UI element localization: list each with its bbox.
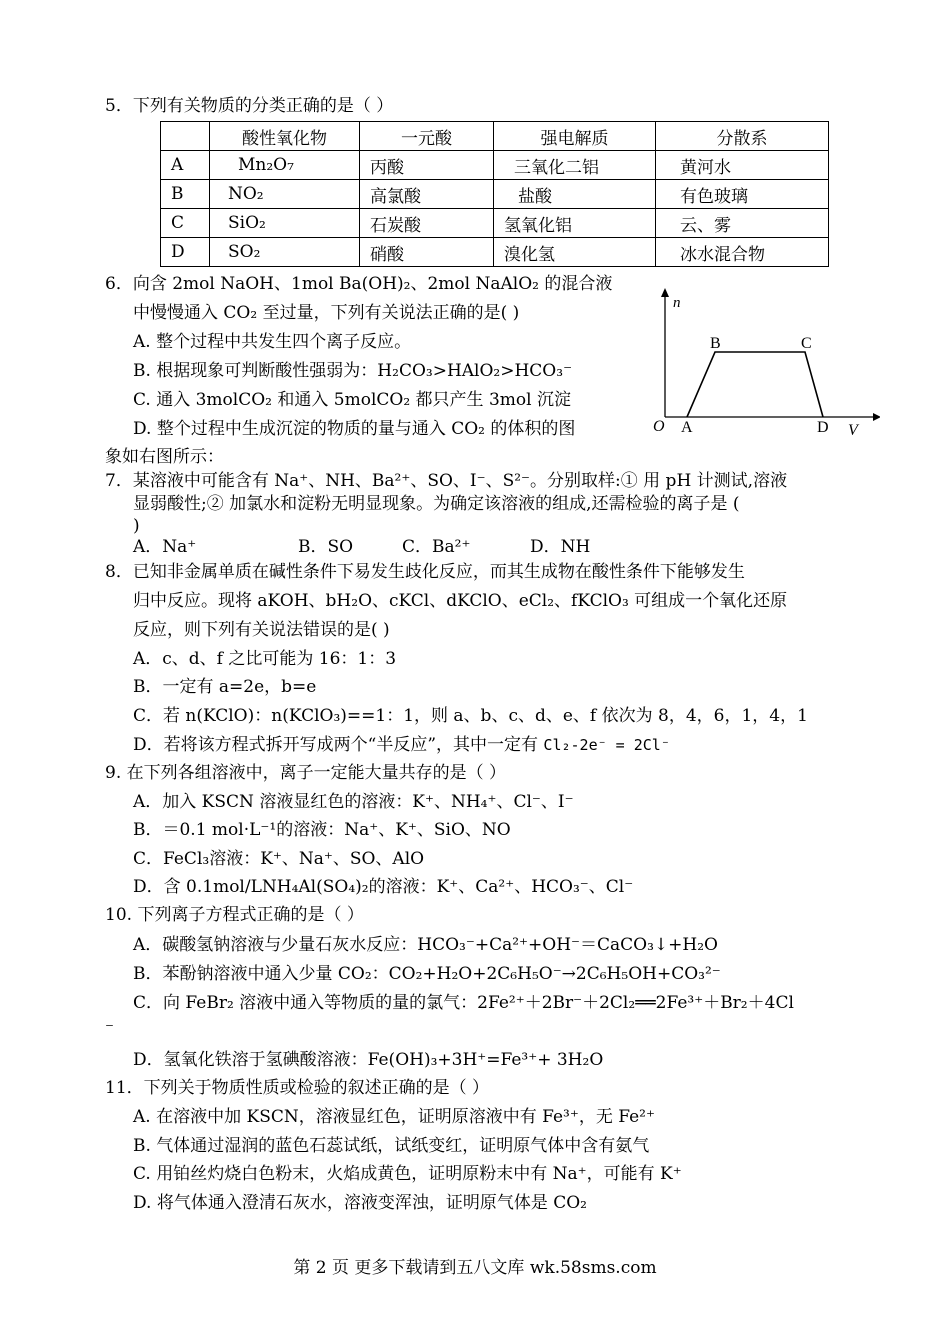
point-label-a: A	[681, 419, 693, 436]
y-axis-arrow-icon	[661, 288, 669, 297]
x-axis-label: V	[848, 422, 858, 439]
table-row	[161, 180, 829, 209]
q11-option-d: D. 将气体通入澄清石灰水，溶液变浑浊，证明原气体是 CO₂	[133, 1193, 587, 1213]
origin-label: O	[653, 418, 665, 435]
q7-stem-line2: 显弱酸性;② 加氯水和淀粉无明显现象。为确定该溶液的组成,还需检验的离子是 (	[133, 494, 740, 514]
table-row	[161, 209, 829, 238]
q8-stem-line3: 反应，则下列有关说法错误的是( )	[133, 620, 390, 640]
table-header-cell: 酸性氧化物	[210, 122, 360, 151]
half-reaction-formula: Cl₂-2e⁻ = 2Cl⁻	[543, 736, 670, 754]
cell-acid: 石炭酸	[360, 209, 494, 238]
cell-electrolyte: 氢氧化铝	[494, 209, 656, 238]
cell-electrolyte: 盐酸	[494, 180, 656, 209]
q8-stem-line1: 8．已知非金属单质在碱性条件下易发生歧化反应，而其生成物在酸性条件下能够发生	[105, 562, 745, 582]
q6-option-d-cont: 象如右图所示：	[105, 447, 224, 467]
q6-option-c: C. 通入 3molCO₂ 和通入 5molCO₂ 都只产生 3mol 沉淀	[133, 390, 571, 410]
q6-option-d: D. 整个过程中生成沉淀的物质的量与通入 CO₂ 的体积的图	[133, 419, 576, 439]
table-header-cell: 一元酸	[360, 122, 494, 151]
q7-option-c: C．Ba²⁺	[402, 537, 471, 557]
q9-option-c: C．FeCl₃溶液：K⁺、Na⁺、SO、AlO	[133, 849, 425, 869]
row-label: D	[161, 238, 210, 267]
q5-stem: 5．下列有关物质的分类正确的是（ ）	[105, 96, 394, 116]
q10-option-c-cont: ⁻	[105, 1019, 114, 1039]
q9-option-b: B．＝0.1 mol·L⁻¹的溶液：Na⁺、K⁺、SiO、NO	[133, 820, 511, 840]
q8-option-b: B．一定有 a=2e，b=e	[133, 677, 317, 697]
q11-option-b: B. 气体通过湿润的蓝色石蕊试纸，试纸变红，证明原气体中含有氨气	[133, 1136, 650, 1156]
q7-stem-line3: )	[133, 516, 140, 536]
cell-acid: 丙酸	[360, 151, 494, 180]
q10-option-a: A．碳酸氢钠溶液与少量石灰水反应：HCO₃⁻+Ca²⁺+OH⁻＝CaCO₃↓+H₂O	[133, 935, 718, 955]
q8-option-d-text: D．若将该方程式拆开写成两个“半反应”，其中一定有	[133, 735, 544, 755]
row-label: A	[161, 151, 210, 180]
table-row	[161, 151, 829, 180]
q11-stem: 11．下列关于物质性质或检验的叙述正确的是（ ）	[105, 1078, 490, 1098]
cell-acid: 高氯酸	[360, 180, 494, 209]
cell-acid: 硝酸	[360, 238, 494, 267]
q6-stem-line1: 6．向含 2mol NaOH、1mol Ba(OH)₂、2mol NaAlO₂ 的混合液	[105, 274, 613, 294]
cell-dispersion: 冰水混合物	[656, 238, 829, 267]
q7-option-a: A．Na⁺	[133, 537, 197, 557]
q6-stem-line2: 中慢慢通入 CO₂ 至过量，下列有关说法正确的是( )	[133, 303, 520, 323]
point-label-b: B	[710, 335, 721, 352]
q10-option-d: D．氢氧化铁溶于氢碘酸溶液：Fe(OH)₃+3H⁺=Fe³⁺+ 3H₂O	[133, 1050, 604, 1070]
x-axis-arrow-icon	[873, 413, 880, 421]
cell-oxide: NO₂	[210, 180, 360, 209]
q8-option-d	[133, 734, 670, 756]
cell-oxide: SO₂	[210, 238, 360, 267]
classification-table	[160, 121, 829, 267]
cell-dispersion: 有色玻璃	[656, 180, 829, 209]
table-header-cell	[161, 122, 210, 151]
y-axis-label: n	[673, 295, 681, 311]
cell-electrolyte: 三氧化二铝	[494, 151, 656, 180]
row-label: C	[161, 209, 210, 238]
q9-option-d: D．含 0.1mol/LNH₄Al(SO₄)₂的溶液：K⁺、Ca²⁺、HCO₃⁻、Cl⁻	[133, 877, 634, 897]
point-label-d: D	[817, 419, 829, 436]
q7-option-b: B．SO	[298, 537, 354, 557]
row-label: B	[161, 180, 210, 209]
q7-option-d: D．NH	[530, 537, 591, 557]
q10-option-c: C．向 FeBr₂ 溶液中通入等物质的量的氯气：2Fe²⁺＋2Br⁻＋2Cl₂══2Fe³⁺＋Br₂＋4Cl	[133, 993, 794, 1013]
q9-option-a: A．加入 KSCN 溶液显红色的溶液：K⁺、NH₄⁺、Cl⁻、I⁻	[133, 792, 574, 812]
cell-dispersion: 云、雾	[656, 209, 829, 238]
page-footer: 第 2 页 更多下载请到五八文库 wk.58sms.com	[293, 1258, 657, 1278]
q9-stem: 9. 在下列各组溶液中，离子一定能大量共存的是（ ）	[105, 763, 507, 783]
q8-stem-line2: 归中反应。现将 aKOH、bH₂O、cKCl、dKClO、eCl₂、fKClO₃ 可组成一个氧化还原	[133, 591, 788, 611]
cell-oxide: SiO₂	[210, 209, 360, 238]
q7-stem-line1: 7．某溶液中可能含有 Na⁺、NH、Ba²⁺、SO、I⁻、S²⁻。分别取样:① 用 pH 计测试,溶液	[105, 471, 788, 491]
q10-option-b: B．苯酚钠溶液中通入少量 CO₂：CO₂+H₂O+2C₆H₅O⁻→2C₆H₅OH+CO₃²⁻	[133, 964, 721, 984]
cell-oxide: Mn₂O₇	[210, 151, 360, 180]
graph-curve	[687, 352, 823, 417]
q8-option-a: A．c、d、f 之比可能为 16：1：3	[133, 649, 397, 669]
q6-option-b: B. 根据现象可判断酸性强弱为：H₂CO₃>HAlO₂>HCO₃⁻	[133, 361, 573, 381]
table-header-cell: 强电解质	[494, 122, 656, 151]
q10-stem: 10. 下列离子方程式正确的是（ ）	[105, 905, 364, 925]
q11-option-a: A. 在溶液中加 KSCN，溶液显红色，证明原溶液中有 Fe³⁺，无 Fe²⁺	[133, 1107, 655, 1127]
q11-option-c: C. 用铂丝灼烧白色粉末，火焰成黄色，证明原粉末中有 Na⁺，可能有 K⁺	[133, 1164, 682, 1184]
q6-option-a: A. 整个过程中共发生四个离子反应。	[133, 332, 412, 352]
cell-electrolyte: 溴化氢	[494, 238, 656, 267]
table-row	[161, 238, 829, 267]
cell-dispersion: 黄河水	[656, 151, 829, 180]
point-label-c: C	[801, 335, 812, 352]
table-header-row	[161, 122, 829, 151]
q8-option-c: C．若 n(KClO)：n(KClO₃)==1：1，则 a、b、c、d、e、f 依次为 8，4，6，1，4，1	[133, 706, 808, 726]
precipitate-graph	[645, 285, 880, 445]
table-header-cell: 分散系	[656, 122, 829, 151]
